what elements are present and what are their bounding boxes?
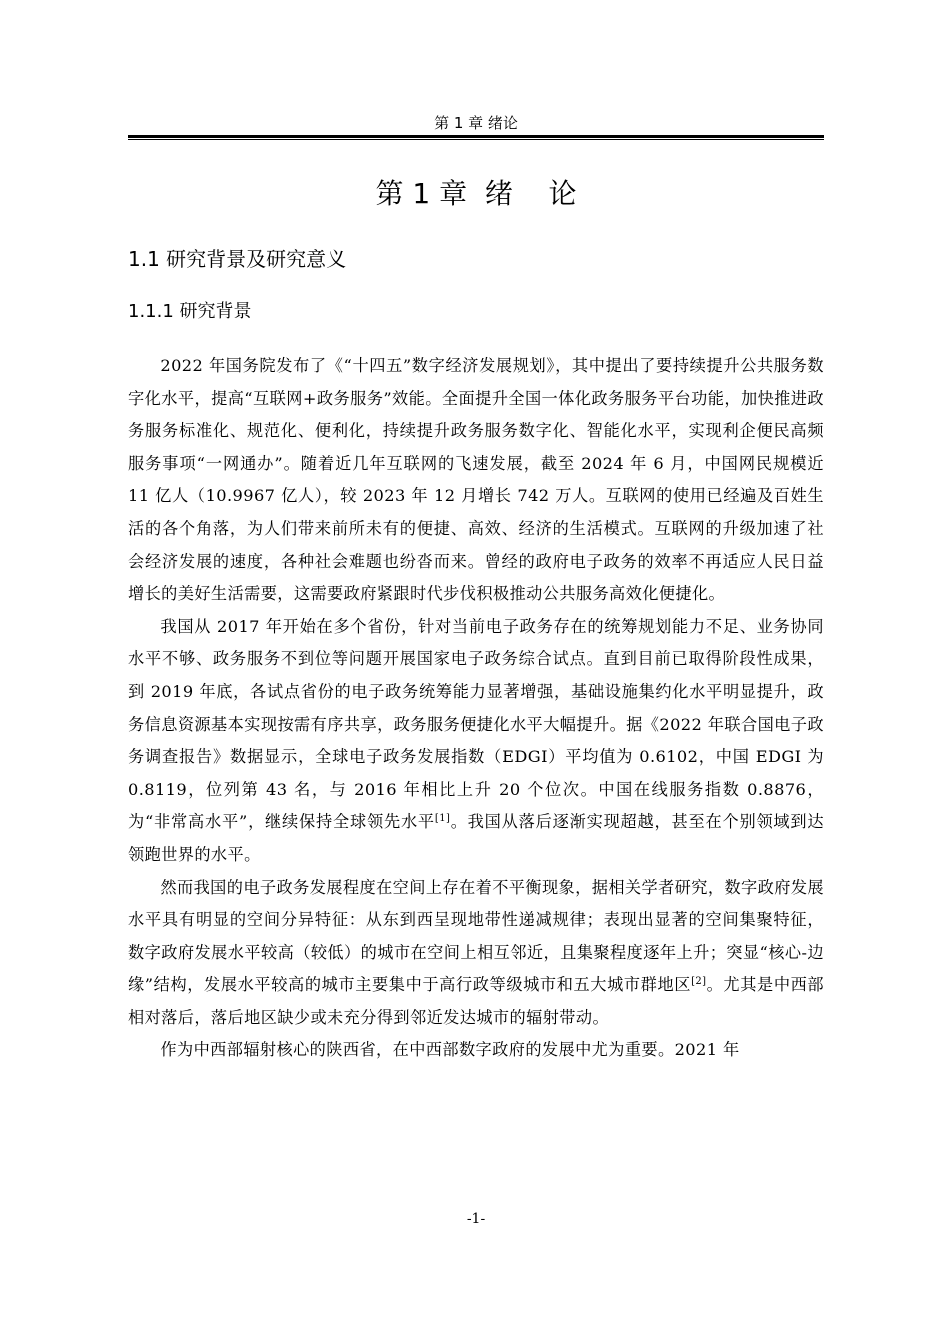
paragraph-4: 作为中西部辐射核心的陕西省，在中西部数字政府的发展中尤为重要。2021 年 bbox=[160, 1040, 740, 1060]
header-rule-thick bbox=[128, 135, 824, 138]
citation-1[interactable]: [1] bbox=[434, 813, 451, 825]
chapter-title: 第 1 章 绪 论 bbox=[375, 177, 577, 210]
body-text bbox=[128, 350, 824, 1067]
paragraph-3-text: 然而我国的电子政务发展程度在空间上存在着不平衡现象，据相关学者研究，数字政府发展水平具有明显的空间分异特征：从东到西呈现地带性递减规律；表现出显著的空间集聚特征，数字政府发展水平较高（较低）的城市在空间上相互邻近，且集聚程度逐年上升；突显“核心-边缘”结构，发展水平较高的城市主要集中于高行政等级城市和五大城市群地区 bbox=[128, 877, 824, 995]
paragraph-3 bbox=[128, 872, 824, 1035]
section-heading: 1.1 研究背景及研究意义 bbox=[128, 247, 347, 271]
paragraph-2 bbox=[128, 611, 824, 872]
paragraph-2-text: 我国从 2017 年开始在多个省份，针对当前电子政务存在的统筹规划能力不足、业务协同水平不够、政务服务不到位等问题开展国家电子政务综合试点。直到目前已取得阶段性成果，到 2019 年底，各试点省份的电子政务统筹能力显著增强，基础设施集约化水平明显提升，政务信息资源基本实现按需有序共享，政务服务便捷化水平大幅提升。据《2022 年联合国电子政务调查报告》数据显示，全球电子政务发展指数（EDGI）平均值为 0.6102，中国 EDGI 为 0.8119，位列第 43 名，与 2016 年相比上升 20 个位次。中国在线服务指数 0.8876，为“非常高水平”，继续保持全球领先水平 bbox=[128, 616, 824, 832]
page-number: -1- bbox=[466, 1211, 486, 1227]
citation-2[interactable]: [2] bbox=[691, 976, 707, 988]
running-header: 第 1 章 绪论 bbox=[434, 114, 518, 132]
paragraph-2-text-end: 。我国从落后逐渐实现超越，甚至在个别领域到达领跑世界的水平。 bbox=[128, 812, 824, 864]
paragraph-3-text-end: 。尤其是中西部相对落后，落后地区缺少或未充分得到邻近发达城市的辐射带动。 bbox=[128, 975, 824, 1027]
header-rule-thin bbox=[128, 139, 824, 140]
paragraph-1: 2022 年国务院发布了《“十四五”数字经济发展规划》，其中提出了要持续提升公共服务数字化水平，提高“互联网+政务服务”效能。全面提升全国一体化政务服务平台功能，加快推进政务服务标准化、规范化、便利化，持续提升政务服务数字化、智能化水平，实现利企便民高频服务事项“一网通办”。随着近几年互联网的飞速发展，截至 2024 年 6 月，中国网民规模近 11 亿人（10.9967 亿人），较 2023 年 12 月增长 742 万人。互联网的使用已经遍及百姓生活的各个角落，为人们带来前所未有的便捷、高效、经济的生活模式。互联网的升级加速了社会经济发展的速度，各种社会难题也纷沓而来。曾经的政府电子政务的效率不再适应人民日益增长的美好生活需要，这需要政府紧跟时代步伐积极推动公共服务高效化便捷化。 bbox=[128, 356, 824, 604]
subsection-heading: 1.1.1 研究背景 bbox=[128, 301, 252, 322]
